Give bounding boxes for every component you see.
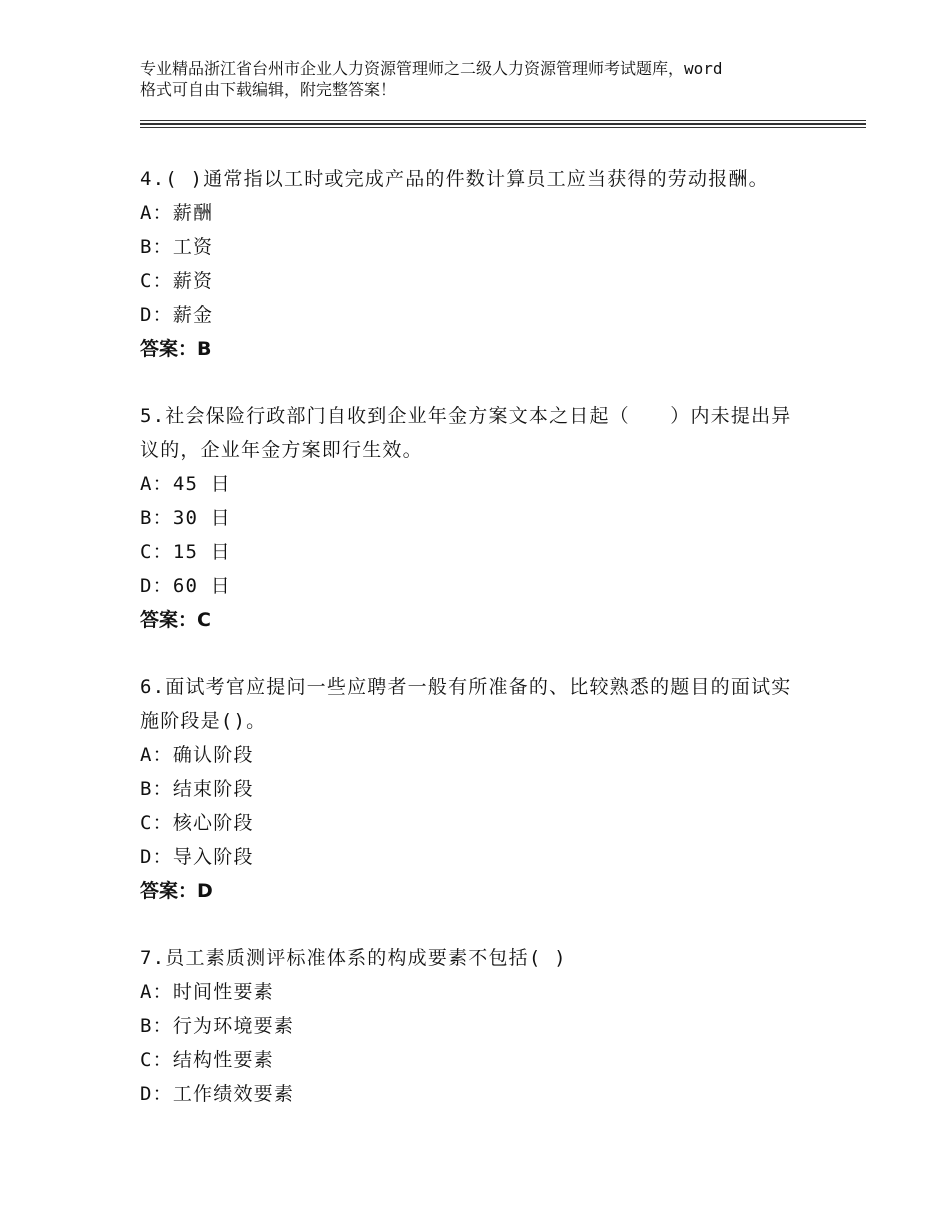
- question-6: [140, 670, 800, 908]
- option-c: C：15 日: [140, 541, 231, 563]
- header-divider-bottom: [140, 127, 866, 128]
- answer: 答案：B: [140, 338, 212, 360]
- option-b: B：工资: [140, 236, 214, 258]
- answer: 答案：C: [140, 609, 211, 631]
- header-divider-top: [140, 120, 866, 121]
- option-c: C：结构性要素: [140, 1049, 274, 1071]
- option-c: C：核心阶段: [140, 812, 254, 834]
- question-stem: 5.社会保险行政部门自收到企业年金方案文本之日起（ ）内未提出异议的，企业年金方案即行生效。: [140, 405, 792, 461]
- question-list: [140, 162, 800, 1144]
- option-a: A：薪酬: [140, 202, 214, 224]
- option-a: A：45 日: [140, 473, 231, 495]
- option-d: D：导入阶段: [140, 846, 254, 868]
- option-a: A：确认阶段: [140, 744, 254, 766]
- option-d: D：60 日: [140, 575, 231, 597]
- question-stem: 6.面试考官应提问一些应聘者一般有所准备的、比较熟悉的题目的面试实施阶段是()。: [140, 676, 792, 732]
- question-7: [140, 941, 800, 1111]
- option-b: B：结束阶段: [140, 778, 254, 800]
- question-stem: 7.员工素质测评标准体系的构成要素不包括( ): [140, 947, 567, 969]
- header-divider-middle: [140, 123, 866, 125]
- option-a: A：时间性要素: [140, 981, 274, 1003]
- answer: 答案：D: [140, 880, 213, 902]
- question-4: [140, 162, 800, 366]
- question-5: [140, 399, 800, 637]
- option-d: D：工作绩效要素: [140, 1083, 295, 1105]
- option-d: D：薪金: [140, 304, 214, 326]
- option-c: C：薪资: [140, 270, 214, 292]
- option-b: B：行为环境要素: [140, 1015, 295, 1037]
- question-stem: 4.( )通常指以工时或完成产品的件数计算员工应当获得的劳动报酬。: [140, 168, 769, 190]
- option-b: B：30 日: [140, 507, 231, 529]
- document-header: 专业精品浙江省台州市企业人力资源管理师之二级人力资源管理师考试题库，word 格式可自由下载编辑，附完整答案！: [140, 59, 723, 99]
